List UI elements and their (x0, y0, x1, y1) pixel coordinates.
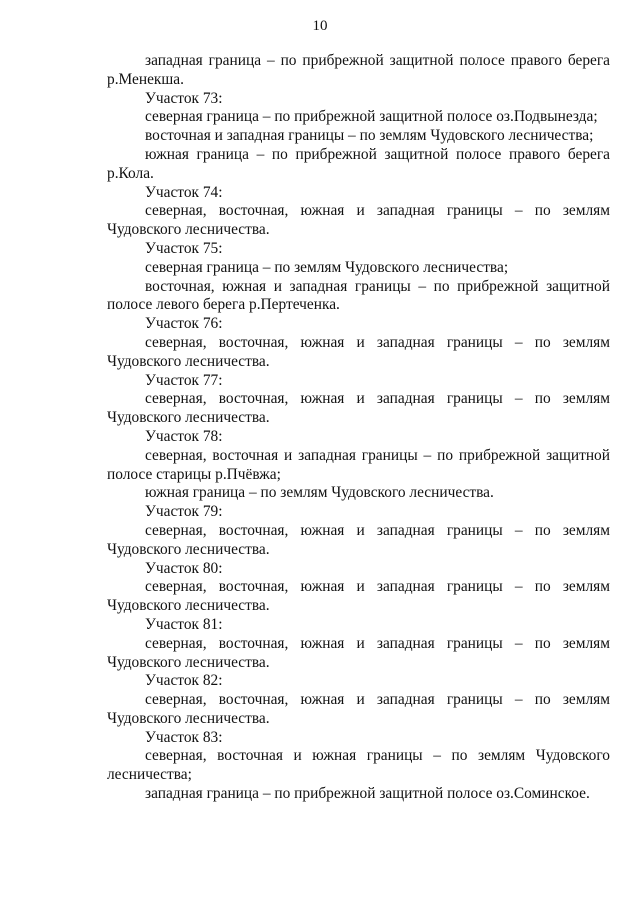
section-heading: Участок 80: (145, 559, 223, 577)
paragraph: северная граница – по землям Чудовского лесничества; (145, 258, 509, 276)
paragraph: южная граница – по прибрежной защитной полосе правого берега р.Кола. (107, 145, 610, 182)
paragraph: северная, восточная, южная и западная границы – по землям Чудовского лесничества. (107, 634, 610, 671)
section-heading: Участок 79: (145, 503, 223, 521)
paragraph: северная, восточная, южная и западная границы – по землям Чудовского лесничества. (107, 390, 610, 427)
section-heading: Участок 78: (145, 427, 223, 445)
paragraph: северная, восточная и западная границы – по прибрежной защитной полосе старицы р.Пчёвжа; (107, 446, 610, 483)
section-heading: Участок 76: (145, 315, 223, 333)
section-heading: Участок 75: (145, 239, 223, 257)
section-heading: Участок 74: (145, 183, 223, 201)
paragraph: восточная и западная границы – по землям Чудовского лесничества; (145, 127, 594, 145)
paragraph: северная, восточная, южная и западная границы – по землям Чудовского лесничества. (107, 202, 610, 239)
page-number: 10 (312, 18, 328, 34)
section-heading: Участок 82: (145, 672, 223, 690)
paragraph: северная, восточная и южная границы – по землям Чудовского лесничества; (107, 747, 610, 784)
paragraph: северная, восточная, южная и западная границы – по землям Чудовского лесничества. (107, 578, 610, 615)
paragraph: западная граница – по прибрежной защитной полосе оз.Соминское. (145, 785, 590, 803)
paragraph: северная, восточная, южная и западная границы – по землям Чудовского лесничества. (107, 333, 610, 370)
paragraph: северная граница – по прибрежной защитной полосе оз.Подвынезда; (145, 108, 598, 126)
document-body (107, 52, 610, 804)
paragraph: южная граница – по землям Чудовского лесничества. (145, 484, 494, 502)
paragraph: северная, восточная, южная и западная границы – по землям Чудовского лесничества. (107, 521, 610, 558)
section-heading: Участок 77: (145, 371, 223, 389)
paragraph: западная граница – по прибрежной защитной полосе правого берега р.Менекша. (107, 52, 610, 88)
paragraph: северная, восточная, южная и западная границы – по землям Чудовского лесничества. (107, 691, 610, 727)
paragraph: восточная, южная и западная границы – по прибрежной защитной полосе левого берега р.Пертеченка. (107, 277, 610, 314)
section-heading: Участок 83: (145, 728, 223, 746)
section-heading: Участок 73: (145, 89, 223, 107)
section-heading: Участок 81: (145, 615, 223, 633)
